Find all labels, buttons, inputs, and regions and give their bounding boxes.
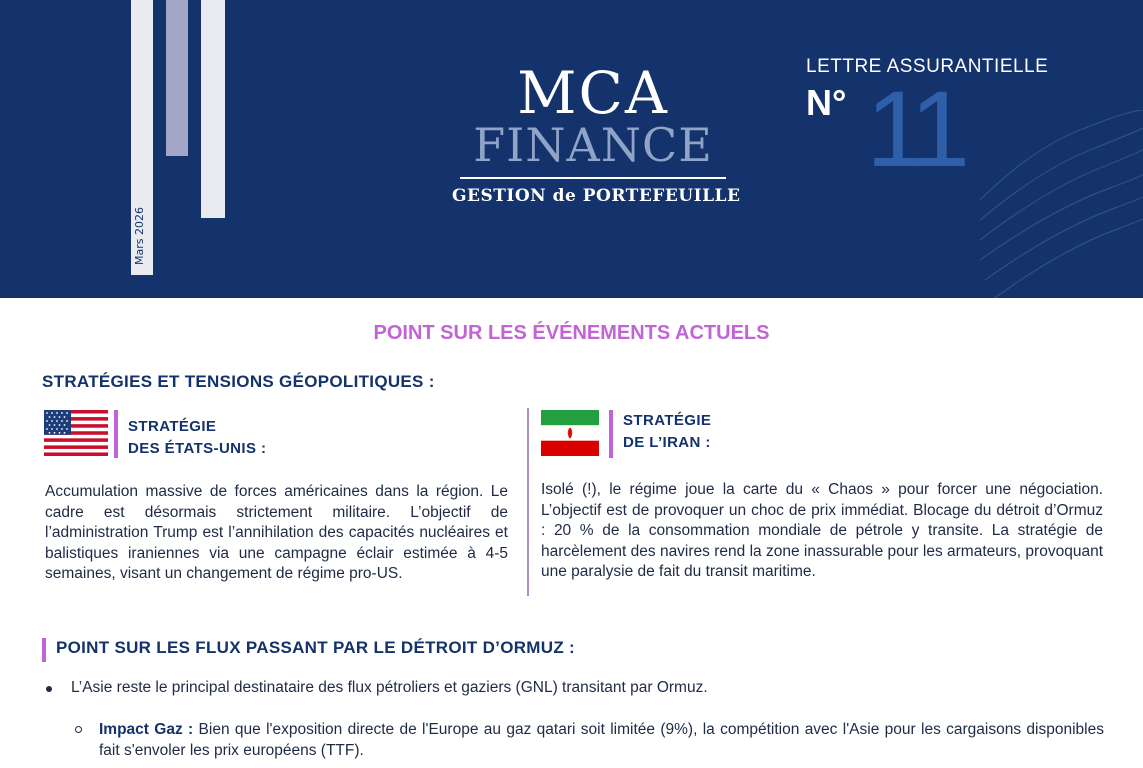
us-flag-icon <box>44 410 108 456</box>
heading-accent-bar <box>609 410 613 458</box>
section-title-flux: POINT SUR LES FLUX PASSANT PAR LE DÉTROIT D’ORMUZ : <box>56 638 576 657</box>
usa-paragraph: Accumulation massive de forces américaines dans la région. Le cadre est désormais strictement militaire. L’objectif de l’administration Trump est l’annihilation des capacités nucléaires et balistiques iraniennes via une campagne éclair estimée à 4-5 semaines, visant un changement de régime pro-US. <box>45 483 508 582</box>
iran-flag-icon <box>541 410 599 456</box>
publication-name: LETTRE ASSURANTIELLE <box>806 56 1049 77</box>
logo-finance: FINANCE <box>473 118 713 172</box>
usa-heading <box>128 416 266 460</box>
issue-date: Mars 2026 <box>133 207 146 265</box>
usa-heading-line2: DES ÉTATS-UNIS : <box>128 440 267 457</box>
sub-bullet-label: Impact Gaz : <box>99 721 194 738</box>
wave-lines-decoration <box>960 110 1143 298</box>
page-title: POINT SUR LES ÉVÉNEMENTS ACTUELS <box>373 322 770 344</box>
decorative-bar <box>166 0 188 156</box>
issue-number: 11 <box>866 68 963 189</box>
bullet-icon <box>46 686 52 692</box>
bullet-text: L’Asie reste le principal destinataire des flux pétroliers et gaziers (GNL) transitant par Ormuz. <box>71 679 708 696</box>
header-band <box>0 0 1143 298</box>
heading-accent-bar <box>114 410 118 458</box>
logo-mca: MCA <box>517 59 669 127</box>
logo-subtitle: GESTION de PORTEFEUILLE <box>452 186 741 206</box>
column-divider <box>527 408 529 596</box>
section-title-geopolitics: STRATÉGIES ET TENSIONS GÉOPOLITIQUES : <box>42 372 435 391</box>
decorative-bar <box>201 0 225 218</box>
usa-heading-line1: STRATÉGIE <box>128 418 217 435</box>
iran-heading-line1: STRATÉGIE <box>623 412 712 429</box>
iran-heading <box>623 410 711 454</box>
iran-paragraph: Isolé (!), le régime joue la carte du « Chaos » pour forcer une négociation. L’objectif est de provoquer un choc de prix immédiat. Blocage du détroit d’Ormuz : 20 % de la consommation mondiale de pétrole y transite. La stratégie de harcèlement des navires rend la zone inassurable pour les armateurs, provoquant une paralysie de fait du transit maritime. <box>541 481 1103 580</box>
issue-number-label: N° <box>806 82 847 123</box>
sub-bullet-body: Bien que l'exposition directe de l'Europe au gaz qatari soit limitée (9%), la compétition avec l'Asie pour les cargaisons disponibles fait s'envoler les prix européens (TTF). <box>99 721 1104 759</box>
sub-bullet-icon <box>75 726 82 733</box>
section-accent-bar <box>42 638 46 662</box>
iran-heading-line2: DE L’IRAN : <box>623 434 711 451</box>
logo-divider <box>460 177 726 179</box>
sub-bullet-text <box>99 719 1104 761</box>
